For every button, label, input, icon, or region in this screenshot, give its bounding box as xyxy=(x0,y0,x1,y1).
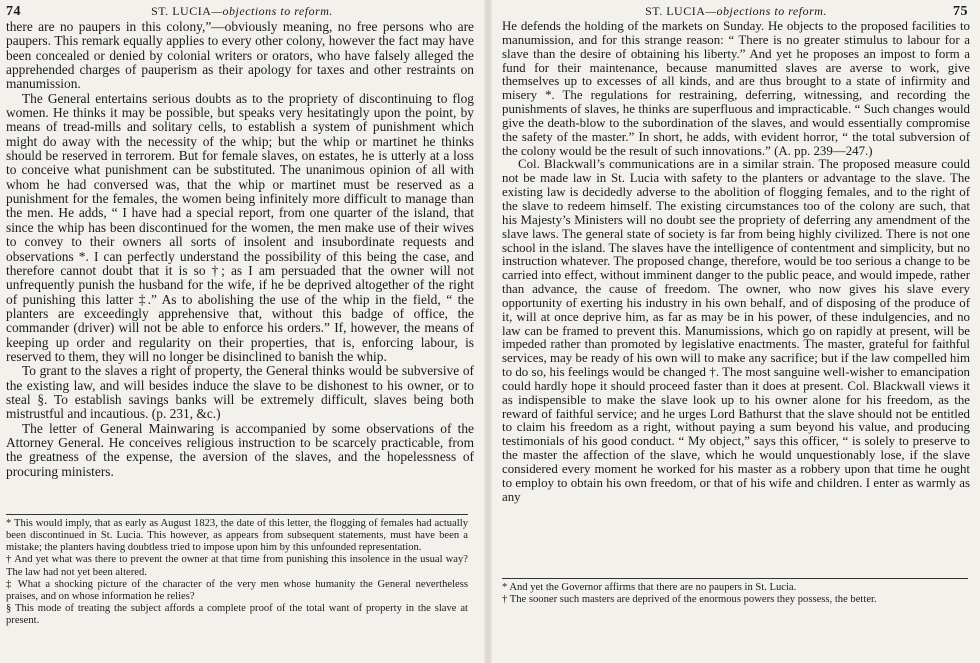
right-page xyxy=(492,0,980,663)
footnotes xyxy=(502,582,968,606)
footnote-divider xyxy=(502,578,968,579)
running-head-title xyxy=(0,4,484,19)
footnote: ‡ What a shocking picture of the character of the very men whose humanity the General nevertheless praises, and on whose information he relies? xyxy=(6,578,468,602)
page-number: 75 xyxy=(953,4,968,19)
running-head xyxy=(0,4,484,20)
footnote-divider xyxy=(6,514,468,515)
running-head-title xyxy=(492,4,980,19)
footnote: † The sooner such masters are deprived of the enormous powers they possess, the better. xyxy=(502,594,877,606)
footnote: * And yet the Governor affirms that there are no paupers in St. Lucia. xyxy=(502,582,797,593)
footnote: † And yet what was there to prevent the owner at that time from punishing this insolence in the usual way? The law had not yet been altered. xyxy=(6,554,468,578)
left-page xyxy=(0,0,484,663)
book-gutter xyxy=(484,0,492,663)
running-head-place: ST. LUCIA xyxy=(151,4,212,18)
footnote: § This mode of treating the subject affords a complete proof of the total want of property in the slave at present. xyxy=(6,603,468,627)
running-head-place: ST. LUCIA xyxy=(645,4,706,18)
body-text xyxy=(6,20,474,512)
footnote: * This would imply, that as early as August 1823, the date of this letter, the flogging of females had actually been discontinued in St. Lucia. This however, as appears from subsequent statements, must have been a mistake; the planters having doubtless tried to impose upon him by this unfounded representation. xyxy=(6,518,468,554)
running-head-subtitle: —objections to reform. xyxy=(705,4,827,18)
running-head xyxy=(492,4,980,20)
footnotes xyxy=(6,518,468,627)
paragraph: To grant to the slaves a right of property, the General thinks would be subversive of the existing law, and will besides induce the slave to be dishonest to his owner, or to steal §. To establish savings banks will be extremely difficult, slaves being both mistrustful and incautious. (p. 231, &c.) xyxy=(6,363,474,422)
page-number: 74 xyxy=(6,4,21,19)
paragraph: Col. Blackwall’s communications are in a similar strain. The proposed measure could not be made law in St. Lucia with safety to the planters or advantage to the slave. The existing law is decidedly adverse to the abolition of flogging females, and to the right of the slave to redeem himself. The existing circumstances too of the colony are such, that his Majesty’s Ministers will no doubt see the propriety of deferring any amendment of the slave laws. The general state of society is far from being highly civilized. There is not one school in the island. The slaves have the intelligence of contentment and simplicity, but no instruction whatever. The proposed change, therefore, would be too serious a change to be carried into effect, without imminent danger to the public peace, and would impede, rather than advance, the cause of freedom. The owner, who now gives his slave every opportunity of exerting his industry in his own behalf, and of disposing of the produce of it, will at once deprive him, as far as may be in his power, of these indulgencies, and no law can be framed to prevent this. Manumissions, which go on rapidly at present, will be impeded rather than promoted by legislative enactments. The master, grateful for faithful services, may be ready of his own will to make any sacrifice; but if the law compelled him to do so, his feelings would be changed †. The most sanguine well-wisher to emancipation could hardly hope it should proceed faster than it does at present. Col. Blackwall views it as indispensible to make the slave look up to his owner alone for his freedom, as the reward of faithful service; and he urges Lord Bathurst that the slave should not be entitled to claim his freedom as a right, without paying a sum beyond his value, and producing testimonials of his good conduct. “ My object,” says this officer, “ is solely to preserve to the master the affection of the slave, which he would unquestionably lose, if the slave considered every moment he worked for his master as a robbery upon that time he ought to employ to obtain his own freedom, or that of his wife and children. I enter as warmly as any xyxy=(502,157,970,504)
running-head-subtitle: —objections to reform. xyxy=(211,4,333,18)
body-text xyxy=(502,20,970,575)
paragraph: there are no paupers in this colony,”—obviously meaning, no free persons who are paupers. This remark equally applies to every other colony, however the fact may have been concealed or denied by colonial writers or orators, who have falsely alleged the apprehended charges of pauperism as their apology for taxes and other restraints on manumission. xyxy=(6,19,474,92)
paragraph: The General entertains serious doubts as to the propriety of discontinuing to flog women. He thinks it may be possible, but speaks very hesitatingly upon the point, by means of tread-mills and solitary cells, to establish a system of punishment which might do away with the necessity of the whip; but the whip or martinet he thinks should be reserved in terrorem. But for female slaves, on estates, he is utterly at a loss to conceive what punishment can be substituted. The unanimous opinion of all with whom he had conversed was, that the whip or martinet must be reserved as a punishment for the females, the women being infinitely more difficult to manage than the men. He adds, “ I have had a special report, from one quarter of the island, that since the whip has been discontinued for the women, the men make use of their wives to convey to their owners all sorts of insolent and insubordinate requests and observations *. I can perfectly understand the possibility of this being the case, and therefore cannot doubt that it is so †; as I am persuaded that the owner will not unfrequently punish the husband for the wife, if he be deprived altogether of the right of punishing this latter ‡.” As to abolishing the use of the whip in the field, “ the planters are exceedingly apprehensive that, without this badge of office, the commander (driver) will not be able to enforce his orders.” If, however, the means of keeping up order and regularity on their properties, that is, enforcing labour, is reserved to them, they will no longer be disinclined to banish the whip. xyxy=(6,90,474,364)
paragraph: He defends the holding of the markets on Sunday. He objects to the proposed facilities to manumission, and for this strange reason: “ There is no greater stimulus to labour for a slave than the desire of obtaining his liberty.” And yet he proposes an impost to form a fund for their maintenance, because manumitted slaves are averse to work, give themselves up to excesses of all kinds, and are thus brought to a state of infirmity and misery *. The regulations for restraining, deferring, witnessing, and recording the punishments of slaves, he thinks are superfluous and impracticable. “ Such changes would give the death-blow to the subordination of the slaves, and would essentially compromise the safety of the master.” In short, he adds, with evident horror, “ the total subversion of the colony would be the result of such innovations.” (A. pp. 239—247.) xyxy=(502,19,970,158)
paragraph: The letter of General Mainwaring is accompanied by some observations of the Attorney General. He conceives religious instruction to be scarcely practicable, from the greatness of the expense, the aversion of the slaves, and the hopelessness of procuring ministers. xyxy=(6,420,474,479)
